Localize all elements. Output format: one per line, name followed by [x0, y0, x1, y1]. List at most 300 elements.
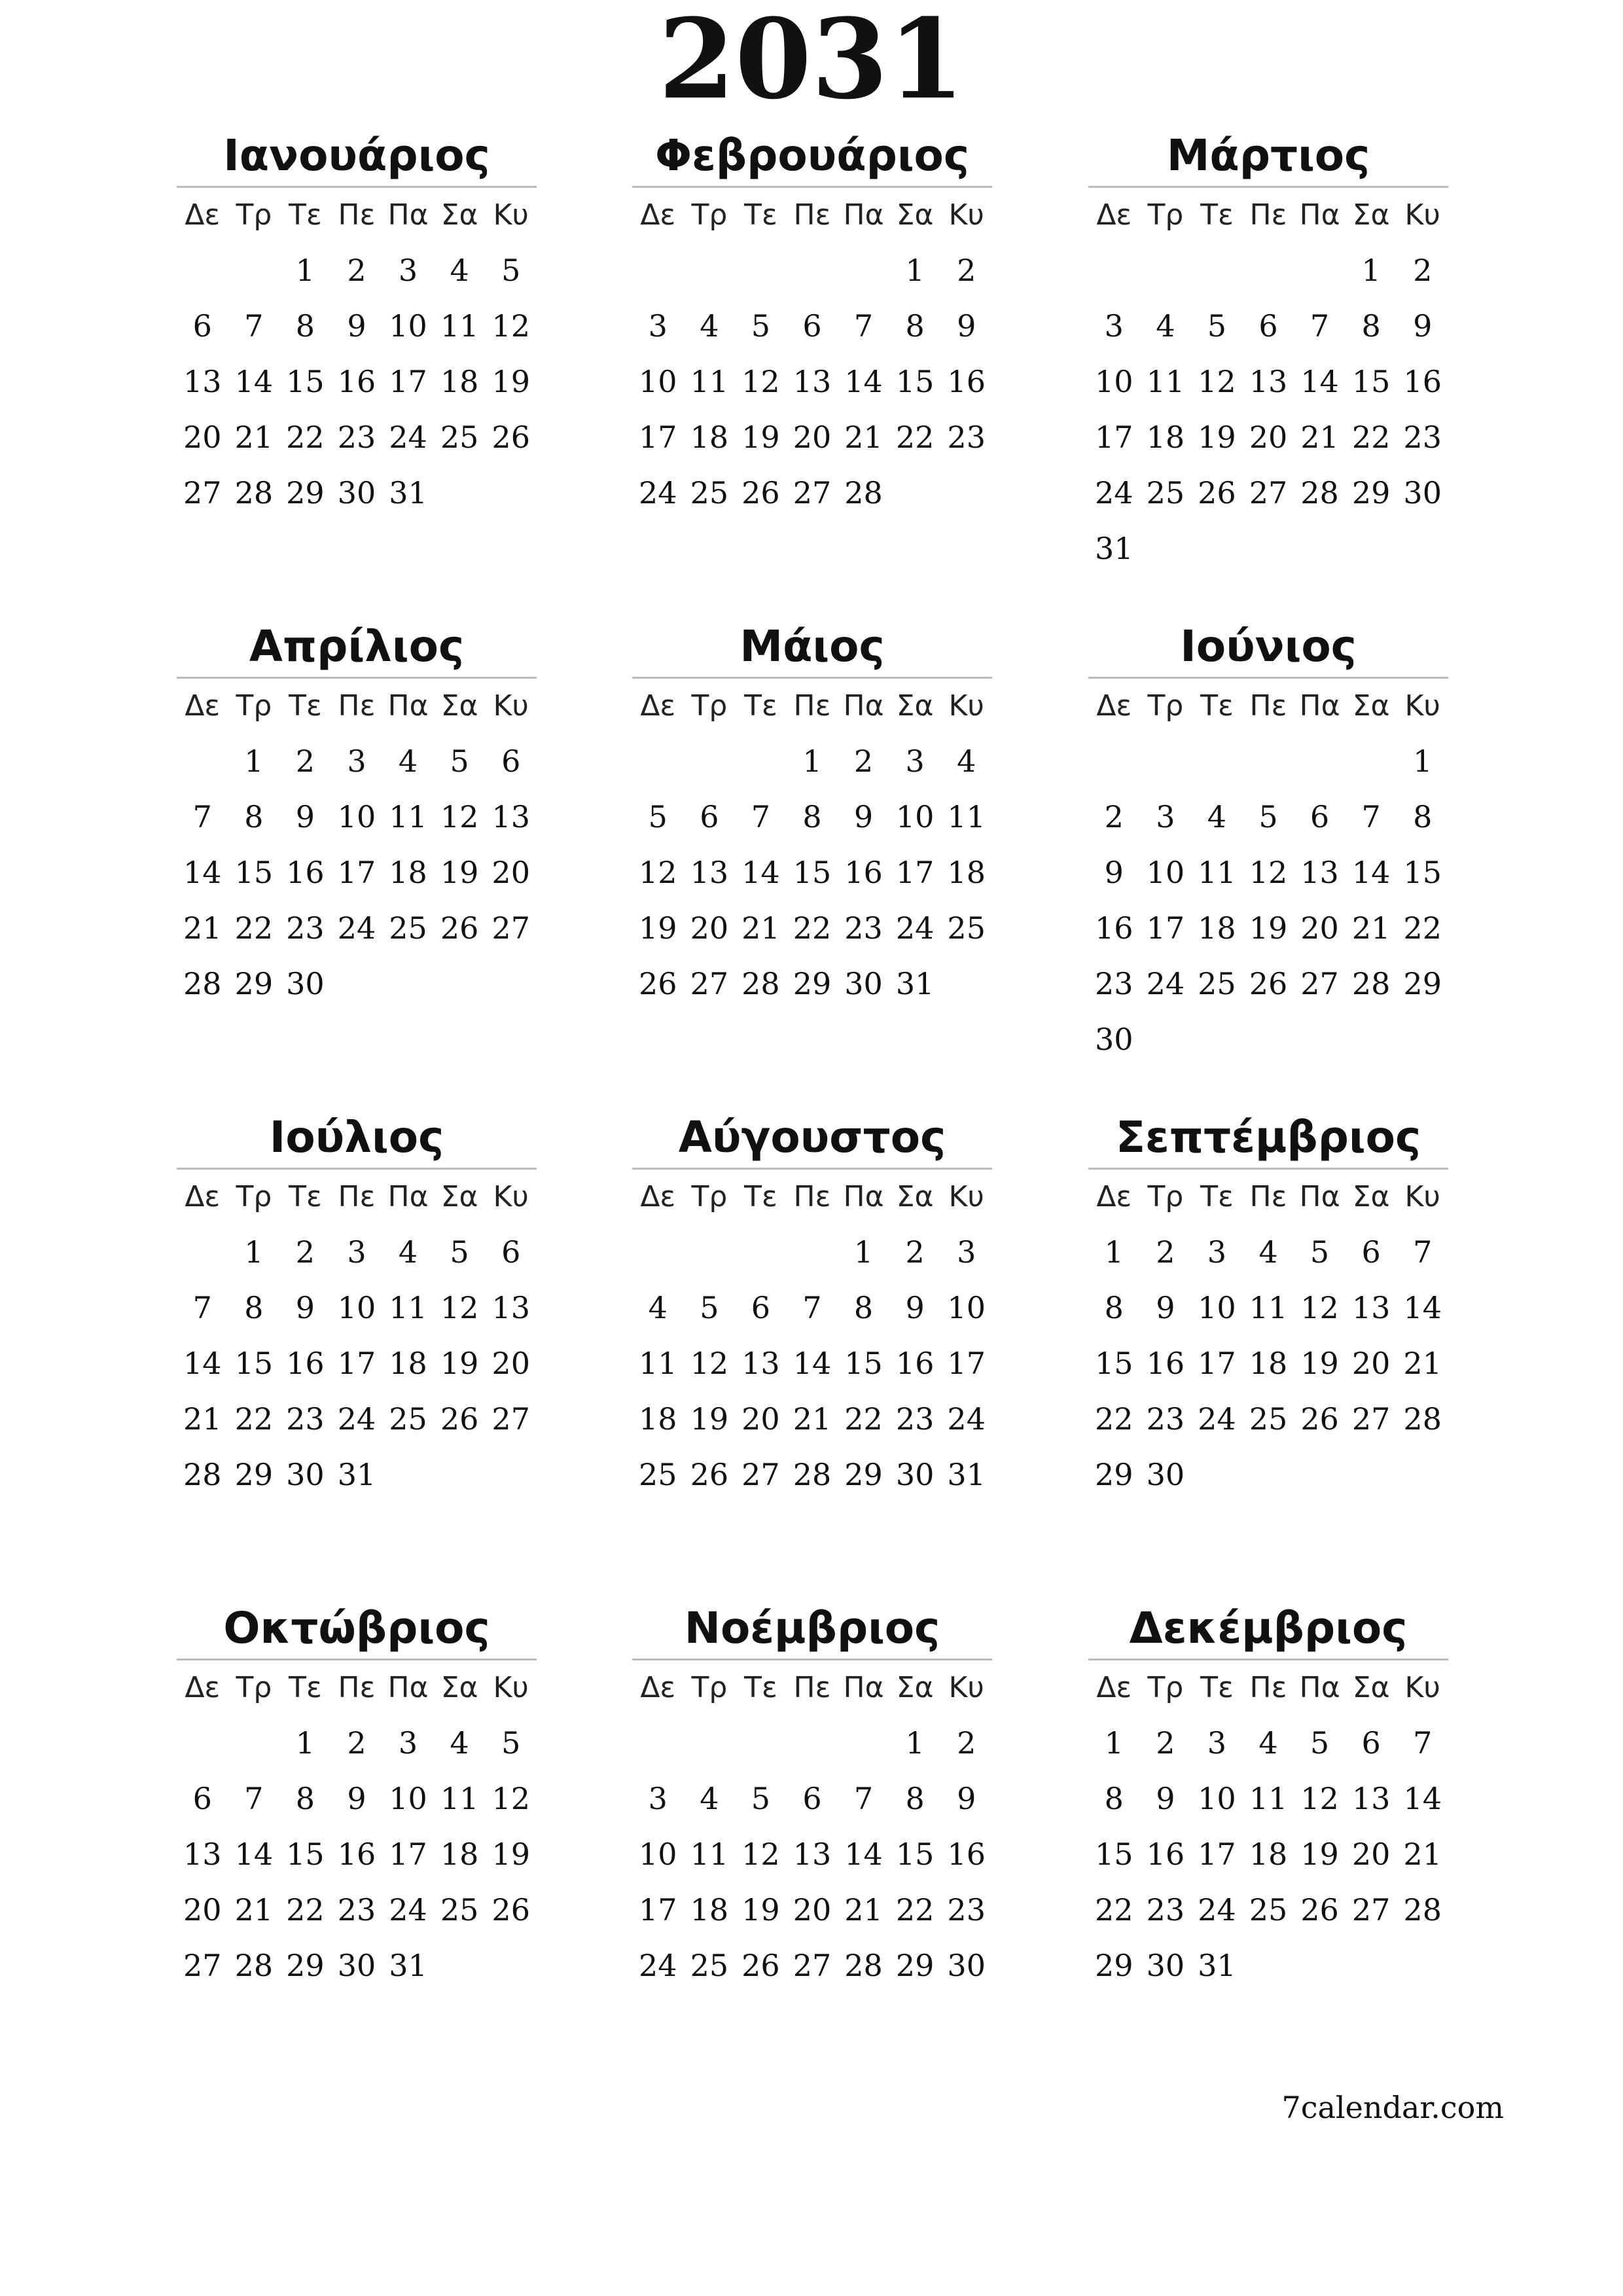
weekday-header	[1088, 188, 1448, 243]
day-cell: 12	[741, 364, 780, 399]
week-row	[177, 1391, 537, 1447]
month-block	[1088, 617, 1448, 1067]
day-cell: 4	[398, 1234, 418, 1270]
weekday-label: Σα	[440, 1671, 478, 1704]
day-cell: 8	[1413, 799, 1433, 834]
day-cell: 20	[183, 1892, 222, 1928]
day-cell: 28	[234, 475, 274, 511]
day-cell: 2	[295, 744, 315, 779]
day-cell: 10	[639, 1837, 677, 1872]
day-cell: 11	[1198, 855, 1236, 890]
day-cell: 19	[1198, 420, 1236, 455]
month-name: Σεπτέμβριος	[1088, 1107, 1448, 1170]
weekday-label: Κυ	[1404, 1671, 1440, 1704]
week-row	[632, 465, 992, 521]
weekday-label: Πε	[1249, 689, 1287, 723]
day-cell: 25	[1198, 966, 1236, 1001]
week-row	[632, 410, 992, 465]
weekday-label: Κυ	[948, 1671, 984, 1704]
day-cell: 22	[895, 1892, 935, 1928]
weekday-label: Πα	[1299, 1180, 1340, 1213]
weekday-label: Τε	[1200, 1671, 1234, 1704]
week-row	[632, 789, 992, 845]
day-cell: 6	[501, 1234, 521, 1270]
weekday-label: Τρ	[691, 689, 728, 723]
month-name: Μάιος	[632, 617, 992, 679]
week-row	[177, 354, 537, 410]
day-cell: 6	[192, 308, 212, 344]
weekday-label: Τρ	[236, 1180, 272, 1213]
week-row	[177, 1882, 537, 1938]
day-cell: 18	[690, 1892, 729, 1928]
day-cell: 15	[895, 1837, 935, 1872]
day-cell: 6	[802, 1781, 822, 1816]
day-cell: 21	[1403, 1837, 1442, 1872]
day-cell: 13	[183, 364, 222, 399]
day-cell: 14	[1300, 364, 1339, 399]
day-cell: 1	[1104, 1234, 1124, 1270]
weekday-label: Τε	[1200, 689, 1234, 723]
day-cell: 7	[751, 799, 771, 834]
day-cell: 13	[690, 855, 729, 890]
weekday-label: Τρ	[691, 1180, 728, 1213]
day-cell: 29	[1095, 1948, 1133, 1983]
day-cell: 28	[741, 966, 780, 1001]
day-cell: 2	[347, 1725, 366, 1761]
day-cell	[1397, 1012, 1448, 1067]
day-cell: 29	[234, 1457, 274, 1492]
day-cell	[1140, 1012, 1192, 1067]
weekday-label: Σα	[896, 198, 934, 232]
day-cell: 30	[844, 966, 883, 1001]
day-cell: 9	[957, 308, 976, 344]
day-cell: 17	[389, 364, 427, 399]
week-row	[1088, 845, 1448, 901]
weekday-label: Κυ	[948, 689, 984, 723]
day-cell	[1346, 521, 1397, 577]
day-cell: 7	[1413, 1234, 1433, 1270]
day-cell: 9	[1156, 1781, 1175, 1816]
weekday-label: Πε	[793, 689, 831, 723]
day-cell: 2	[347, 253, 366, 288]
day-cell: 10	[389, 308, 427, 344]
day-cell: 11	[690, 1837, 729, 1872]
day-cell: 27	[1249, 475, 1288, 511]
week-row	[1088, 410, 1448, 465]
weekday-label: Πε	[793, 198, 831, 232]
day-cell: 16	[286, 855, 325, 890]
day-cell: 23	[895, 1401, 935, 1437]
day-cell: 6	[802, 308, 822, 344]
weekday-header	[1088, 679, 1448, 734]
day-cell	[434, 1938, 486, 1994]
week-row	[177, 1771, 537, 1827]
day-cell: 23	[337, 1892, 376, 1928]
weekday-label: Σα	[896, 689, 934, 723]
week-row	[632, 1827, 992, 1882]
day-cell: 6	[1361, 1234, 1381, 1270]
weekday-label: Πε	[338, 1180, 376, 1213]
weekday-label: Πε	[1249, 198, 1287, 232]
day-cell: 18	[389, 855, 427, 890]
weekday-header	[177, 1170, 537, 1225]
day-cell: 31	[389, 1948, 427, 1983]
weekday-label: Τρ	[236, 198, 272, 232]
day-cell: 15	[234, 1346, 274, 1381]
day-cell: 26	[440, 1401, 479, 1437]
day-cell: 6	[1361, 1725, 1381, 1761]
weekday-label: Τε	[289, 1180, 322, 1213]
day-cell: 5	[1207, 308, 1227, 344]
day-cell: 3	[1104, 308, 1124, 344]
week-row	[1088, 243, 1448, 298]
day-cell: 9	[295, 1290, 315, 1325]
day-cell: 18	[1249, 1346, 1288, 1381]
day-cell	[940, 465, 992, 521]
day-cell: 3	[905, 744, 925, 779]
day-cell	[1191, 1447, 1243, 1503]
day-cell: 18	[639, 1401, 677, 1437]
day-cell: 13	[491, 1290, 530, 1325]
day-cell: 13	[491, 799, 530, 834]
day-cell: 26	[741, 1948, 780, 1983]
day-cell: 21	[1300, 420, 1339, 455]
day-cell	[735, 1715, 787, 1771]
day-cell: 21	[844, 1892, 883, 1928]
weekday-header	[177, 679, 537, 734]
week-row	[632, 1447, 992, 1503]
day-cell: 30	[337, 1948, 376, 1983]
day-cell: 27	[741, 1457, 780, 1492]
day-cell: 27	[491, 1401, 530, 1437]
day-cell	[787, 1225, 838, 1280]
day-cell	[228, 1715, 280, 1771]
day-cell: 16	[947, 1837, 986, 1872]
weekday-label: Πε	[338, 198, 376, 232]
day-cell: 22	[1095, 1892, 1133, 1928]
day-cell: 10	[895, 799, 935, 834]
day-cell: 30	[1095, 1022, 1133, 1057]
weekday-label: Τε	[744, 198, 777, 232]
day-cell: 23	[1095, 966, 1133, 1001]
day-cell: 3	[347, 744, 366, 779]
weekday-label: Τε	[1200, 198, 1234, 232]
day-cell: 17	[1146, 910, 1185, 946]
day-cell: 5	[1258, 799, 1278, 834]
day-cell: 10	[1198, 1290, 1236, 1325]
day-cell: 17	[1095, 420, 1133, 455]
week-row	[1088, 298, 1448, 354]
week-row	[177, 1938, 537, 1994]
day-cell: 23	[844, 910, 883, 946]
day-cell: 27	[1351, 1892, 1391, 1928]
week-row	[1088, 1225, 1448, 1280]
week-row	[1088, 354, 1448, 410]
day-cell	[787, 243, 838, 298]
weekday-label: Δε	[185, 1180, 221, 1213]
day-cell: 26	[491, 420, 530, 455]
day-cell: 12	[690, 1346, 729, 1381]
day-cell	[1397, 1938, 1448, 1994]
day-cell: 28	[183, 966, 222, 1001]
day-cell: 18	[947, 855, 986, 890]
week-row	[177, 1225, 537, 1280]
day-cell: 20	[1351, 1837, 1391, 1872]
day-cell: 25	[440, 1892, 479, 1928]
weekday-label: Κυ	[493, 1180, 529, 1213]
day-cell	[485, 1447, 537, 1503]
day-cell: 4	[1207, 799, 1227, 834]
day-cell: 16	[286, 1346, 325, 1381]
day-cell: 3	[1207, 1725, 1227, 1761]
day-cell: 18	[389, 1346, 427, 1381]
day-cell: 10	[947, 1290, 986, 1325]
day-cell: 17	[1198, 1837, 1236, 1872]
day-cell: 14	[1351, 855, 1391, 890]
month-block	[177, 617, 537, 1012]
weekday-label: Σα	[1352, 1180, 1390, 1213]
day-cell	[228, 243, 280, 298]
day-cell: 15	[286, 1837, 325, 1872]
week-row	[632, 845, 992, 901]
day-cell: 8	[802, 799, 822, 834]
weekday-label: Τε	[289, 198, 322, 232]
day-cell: 3	[1207, 1234, 1227, 1270]
day-cell	[1346, 734, 1397, 789]
weekday-label: Τρ	[236, 1671, 272, 1704]
day-cell: 25	[389, 910, 427, 946]
month-name: Οκτώβριος	[177, 1598, 537, 1660]
weekday-label: Σα	[440, 1180, 478, 1213]
weekday-label: Τε	[744, 1180, 777, 1213]
week-row	[177, 1336, 537, 1391]
day-cell: 25	[690, 1948, 729, 1983]
day-cell: 11	[440, 1781, 479, 1816]
day-cell	[1243, 243, 1294, 298]
day-cell: 23	[286, 910, 325, 946]
day-cell: 29	[286, 475, 325, 511]
day-cell: 26	[690, 1457, 729, 1492]
day-cell	[1294, 1447, 1346, 1503]
week-row	[1088, 1882, 1448, 1938]
day-cell: 20	[793, 1892, 832, 1928]
weekday-label: Πα	[1299, 1671, 1340, 1704]
day-cell	[684, 1715, 736, 1771]
day-cell: 31	[1095, 531, 1133, 566]
day-cell: 8	[905, 308, 925, 344]
day-cell	[485, 465, 537, 521]
week-row	[1088, 1938, 1448, 1994]
weekday-label: Δε	[1096, 1671, 1132, 1704]
day-cell: 16	[1095, 910, 1133, 946]
day-cell	[1243, 1012, 1294, 1067]
day-cell: 7	[802, 1290, 822, 1325]
day-cell	[382, 1447, 434, 1503]
day-cell: 6	[1310, 799, 1330, 834]
day-cell: 16	[337, 1837, 376, 1872]
day-cell: 19	[741, 1892, 780, 1928]
day-cell: 12	[1198, 364, 1236, 399]
day-cell: 19	[1300, 1346, 1339, 1381]
day-cell: 7	[244, 1781, 264, 1816]
day-cell: 27	[690, 966, 729, 1001]
weekday-label: Πα	[843, 1671, 884, 1704]
day-cell: 13	[1351, 1781, 1391, 1816]
day-cell: 23	[947, 420, 986, 455]
day-cell: 27	[491, 910, 530, 946]
week-row	[177, 956, 537, 1012]
day-cell: 2	[1413, 253, 1433, 288]
day-cell: 20	[491, 1346, 530, 1381]
week-row	[632, 1882, 992, 1938]
day-cell: 26	[491, 1892, 530, 1928]
week-row	[177, 1827, 537, 1882]
day-cell: 28	[1403, 1892, 1442, 1928]
weekday-label: Κυ	[493, 1671, 529, 1704]
weekday-label: Τρ	[1147, 198, 1184, 232]
day-cell: 16	[1146, 1837, 1185, 1872]
day-cell: 22	[234, 910, 274, 946]
weekday-label: Κυ	[948, 198, 984, 232]
day-cell: 30	[1403, 475, 1442, 511]
day-cell: 14	[1403, 1290, 1442, 1325]
day-cell: 4	[1258, 1234, 1278, 1270]
day-cell: 17	[947, 1346, 986, 1381]
day-cell: 16	[844, 855, 883, 890]
day-cell: 18	[1249, 1837, 1288, 1872]
day-cell: 27	[183, 475, 222, 511]
day-cell: 4	[957, 744, 976, 779]
week-row	[177, 901, 537, 956]
weekday-label: Πα	[1299, 689, 1340, 723]
day-cell: 22	[234, 1401, 274, 1437]
day-cell: 25	[1249, 1892, 1288, 1928]
day-cell: 26	[639, 966, 677, 1001]
day-cell: 23	[1403, 420, 1442, 455]
day-cell: 2	[295, 1234, 315, 1270]
day-cell	[889, 465, 941, 521]
day-cell: 22	[286, 420, 325, 455]
day-cell: 29	[895, 1948, 935, 1983]
day-cell: 10	[389, 1781, 427, 1816]
day-cell: 20	[491, 855, 530, 890]
day-cell: 17	[337, 1346, 376, 1381]
day-cell	[1140, 243, 1192, 298]
day-cell: 9	[347, 308, 366, 344]
day-cell: 10	[1095, 364, 1133, 399]
day-cell	[485, 1938, 537, 1994]
weekday-label: Τρ	[1147, 689, 1184, 723]
day-cell	[838, 1715, 889, 1771]
day-cell: 27	[1300, 966, 1339, 1001]
day-cell	[177, 1715, 228, 1771]
day-cell: 6	[700, 799, 719, 834]
day-cell: 1	[295, 253, 315, 288]
day-cell: 18	[440, 364, 479, 399]
week-row	[177, 734, 537, 789]
day-cell: 24	[1095, 475, 1133, 511]
day-cell: 4	[398, 744, 418, 779]
day-cell	[684, 734, 736, 789]
month-block	[177, 1598, 537, 1994]
week-row	[177, 298, 537, 354]
day-cell: 7	[1361, 799, 1381, 834]
month-name: Φεβρουάριος	[632, 126, 992, 188]
weekday-label: Πε	[793, 1180, 831, 1213]
day-cell: 23	[947, 1892, 986, 1928]
day-cell: 20	[1300, 910, 1339, 946]
weekday-label: Δε	[185, 1671, 221, 1704]
day-cell: 9	[1156, 1290, 1175, 1325]
day-cell: 11	[639, 1346, 677, 1381]
day-cell: 21	[183, 910, 222, 946]
weekday-label: Κυ	[948, 1180, 984, 1213]
day-cell: 7	[244, 308, 264, 344]
weekday-label: Κυ	[1404, 1180, 1440, 1213]
day-cell: 28	[1351, 966, 1391, 1001]
weekday-label: Τε	[289, 689, 322, 723]
day-cell: 15	[1095, 1837, 1133, 1872]
day-cell: 1	[244, 744, 264, 779]
weekday-label: Τε	[744, 689, 777, 723]
week-row	[1088, 465, 1448, 521]
month-name: Απρίλιος	[177, 617, 537, 679]
day-cell: 4	[1258, 1725, 1278, 1761]
day-cell: 19	[440, 855, 479, 890]
day-cell: 5	[751, 308, 771, 344]
day-cell: 11	[440, 308, 479, 344]
weekday-label: Πα	[387, 1180, 429, 1213]
day-cell	[1397, 521, 1448, 577]
day-cell: 21	[741, 910, 780, 946]
day-cell: 13	[1249, 364, 1288, 399]
weekday-label: Πα	[1299, 198, 1340, 232]
week-row	[1088, 521, 1448, 577]
day-cell: 28	[793, 1457, 832, 1492]
day-cell: 30	[947, 1948, 986, 1983]
month-name: Μάρτιος	[1088, 126, 1448, 188]
day-cell	[1088, 243, 1140, 298]
weekday-label: Σα	[440, 198, 478, 232]
day-cell	[1397, 1447, 1448, 1503]
week-row	[1088, 789, 1448, 845]
day-cell: 25	[690, 475, 729, 511]
day-cell	[787, 1715, 838, 1771]
day-cell	[735, 243, 787, 298]
day-cell	[632, 1715, 684, 1771]
day-cell: 13	[1351, 1290, 1391, 1325]
day-cell: 31	[337, 1457, 376, 1492]
day-cell: 14	[234, 364, 274, 399]
day-cell: 26	[1300, 1401, 1339, 1437]
week-row	[1088, 1280, 1448, 1336]
week-row	[632, 734, 992, 789]
weekday-label: Δε	[640, 1180, 676, 1213]
day-cell: 2	[957, 1725, 976, 1761]
day-cell: 22	[895, 420, 935, 455]
day-cell: 29	[793, 966, 832, 1001]
day-cell: 25	[389, 1401, 427, 1437]
day-cell	[177, 1225, 228, 1280]
day-cell	[1294, 243, 1346, 298]
day-cell: 2	[1104, 799, 1124, 834]
day-cell: 16	[1403, 364, 1442, 399]
day-cell: 19	[440, 1346, 479, 1381]
day-cell: 26	[440, 910, 479, 946]
weekday-label: Δε	[1096, 1180, 1132, 1213]
weekday-label: Δε	[1096, 198, 1132, 232]
day-cell: 25	[947, 910, 986, 946]
